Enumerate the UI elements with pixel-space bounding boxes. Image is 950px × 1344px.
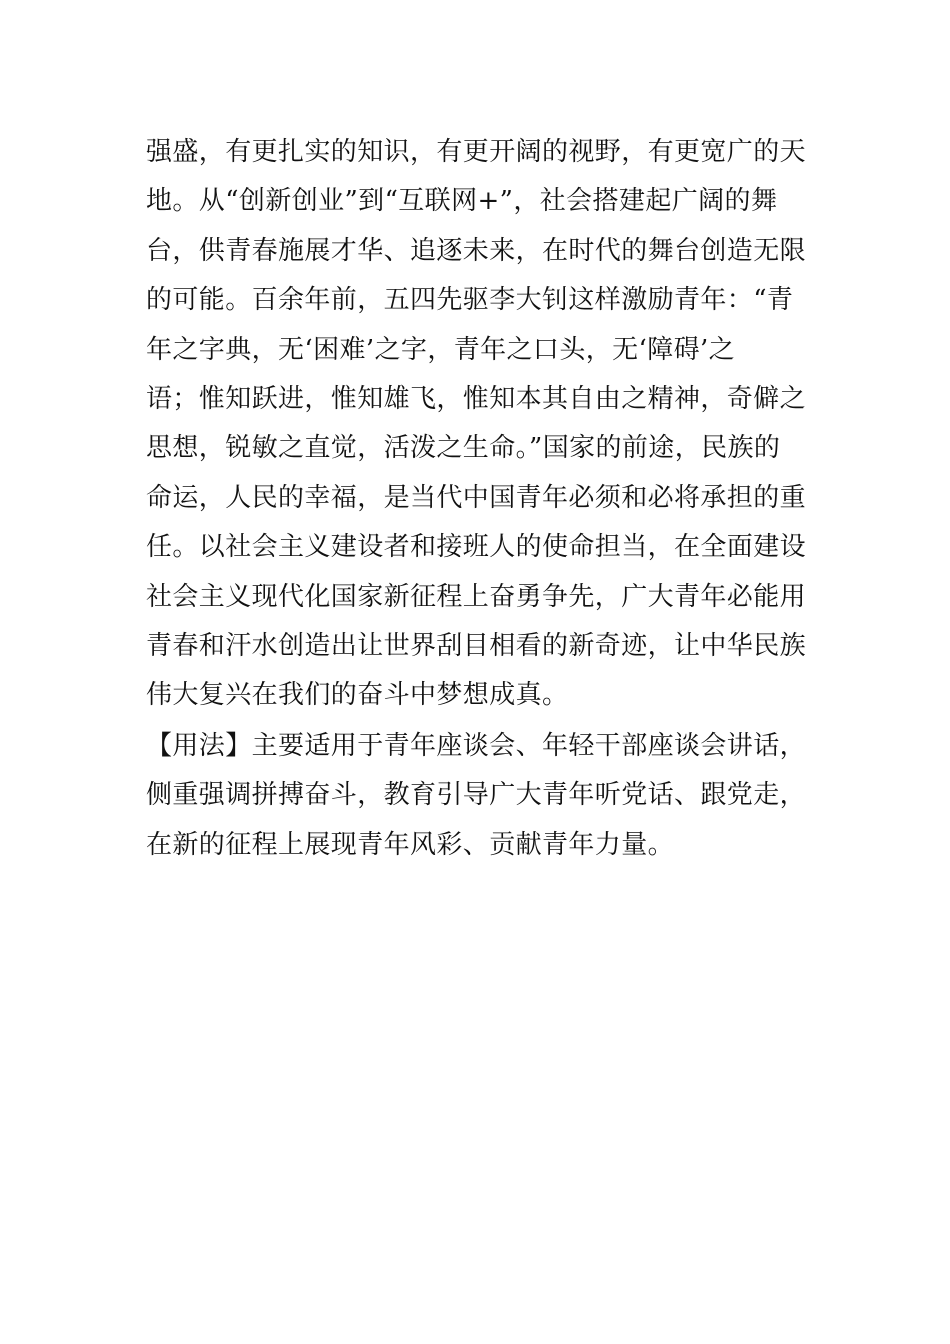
usage-line: 【用法】主要适用于青年座谈会、年轻干部座谈会讲话， bbox=[146, 731, 807, 761]
body-line: 台，供青春施展才华、追逐未来，在时代的舞台创造无限 bbox=[146, 235, 807, 266]
usage-line: 侧重强调拼搏奋斗，教育引导广大青年听党话、跟党走， bbox=[146, 780, 807, 811]
body-line: 的可能。百余年前，五四先驱李大钊这样激励青年：“青 bbox=[146, 285, 794, 316]
body-line: 命运，人民的幸福，是当代中国青年必须和必将承担的重 bbox=[146, 482, 807, 513]
body-line: 社会主义现代化国家新征程上奋勇争先，广大青年必能用 bbox=[146, 581, 807, 612]
body-paragraph bbox=[146, 128, 836, 721]
body-line: 年之字典，无‘困难’之字，青年之口头，无‘障碍’之 bbox=[146, 334, 736, 365]
body-line: 伟大复兴在我们的奋斗中梦想成真。 bbox=[146, 680, 569, 711]
usage-line: 在新的征程上展现青年风彩、贡献青年力量。 bbox=[146, 829, 675, 860]
usage-paragraph bbox=[146, 722, 836, 870]
body-line: 任。以社会主义建设者和接班人的使命担当，在全面建设 bbox=[146, 532, 807, 563]
body-line: 强盛，有更扎实的知识，有更开阔的视野，有更宽广的天 bbox=[146, 137, 807, 167]
body-line: 语；惟知跃进，惟知雄飞，惟知本其自由之精神，奇僻之 bbox=[146, 383, 807, 414]
body-line: 思想，锐敏之直觉，活泼之生命。”国家的前途，民族的 bbox=[146, 433, 781, 464]
body-line: 地。从“创新创业”到“互联网+”，社会搭建起广阔的舞 bbox=[146, 186, 778, 217]
body-line: 青春和汗水创造出让世界刮目相看的新奇迹，让中华民族 bbox=[146, 630, 807, 661]
